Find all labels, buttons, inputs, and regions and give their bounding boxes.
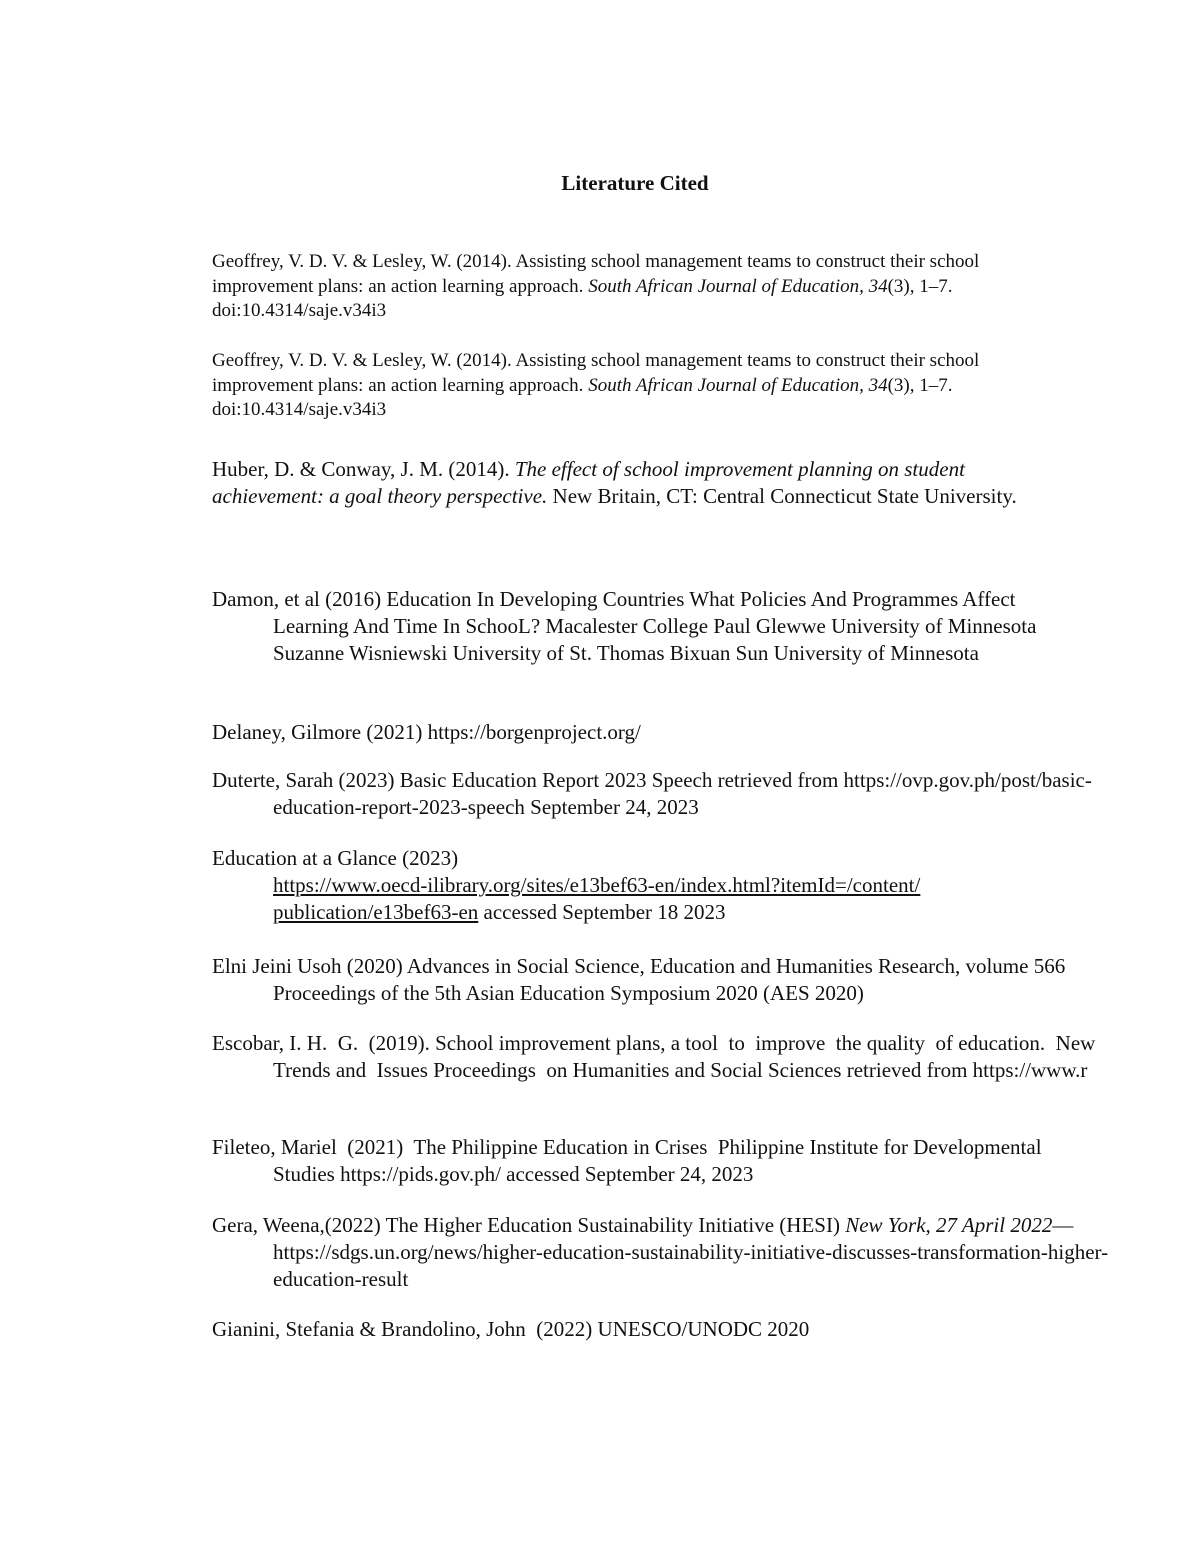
reference-text: Education at a Glance (2023) <box>212 846 459 870</box>
reference-text: Geoffrey, V. D. V. & Lesley, W. (2014). Assisting school management teams to construct their school improvement plans: an action learning approach. <box>212 251 980 297</box>
reference-text: —https://sdgs.un.org/news/higher-education-sustainability-initiative-discusses-transformation-higher-education-result <box>273 1213 1109 1291</box>
reference-text: (3), 1–7. doi:10.4314/saje.v34i3 <box>212 374 953 420</box>
reference-education-at-a-glance <box>212 845 1123 926</box>
reference-geoffrey-2 <box>212 349 1042 423</box>
reference-escobar: Escobar, I. H. G. (2019). School improvement plans, a tool to improve the quality of education. New Trends and Issues Proceedings on Humanities and Social Sciences retrieved from https://www.r <box>212 1031 1101 1082</box>
reference-text: accessed September 18 2023 <box>478 900 726 924</box>
reference-geoffrey-1 <box>212 250 1042 324</box>
reference-text: Gera, Weena,(2022) The Higher Education Sustainability Initiative (HESI) <box>212 1213 846 1237</box>
reference-damon: Damon, et al (2016) Education In Developing Countries What Policies And Programmes Affect Learning And Time In SchooL? Macalester College Paul Glewwe University of Minnesota Suzanne Wisniewski University of St. Thomas Bixuan Sun University of Minnesota <box>212 587 1037 665</box>
reference-text: Huber, D. & Conway, J. M. (2014). <box>212 457 515 481</box>
reference-usoh: Elni Jeini Usoh (2020) Advances in Social Science, Education and Humanities Research, volume 566 Proceedings of the 5th Asian Education Symposium 2020 (AES 2020) <box>212 954 1066 1005</box>
reference-gera <box>212 1212 1123 1293</box>
reference-fileteo: Fileteo, Mariel (2021) The Philippine Education in Crises Philippine Institute for Developmental Studies https://pids.gov.ph/ accessed September 24, 2023 <box>212 1135 1047 1186</box>
journal-title: South African Journal of Education, 34 <box>588 275 888 297</box>
reference-huber <box>212 456 1042 510</box>
reference-gianini: Gianini, Stefania & Brandolino, John (2022) UNESCO/UNODC 2020 <box>212 1317 810 1341</box>
reference-duterte: Duterte, Sarah (2023) Basic Education Report 2023 Speech retrieved from https://ovp.gov.ph/post/basic-education-report-2023-speech September 24, 2023 <box>212 768 1092 819</box>
oecd-link[interactable]: https://www.oecd-ilibrary.org/sites/e13bef63-en/index.html?itemId=/content/ publication/e13bef63-en <box>273 873 921 924</box>
reference-text: New Britain, CT: Central Connecticut State University. <box>547 484 1017 508</box>
work-title: The effect of school improvement planning on student achievement: a goal theory perspective. <box>212 457 965 508</box>
reference-delaney: Delaney, Gilmore (2021) https://borgenproject.org/ <box>212 720 641 744</box>
page-title: Literature Cited <box>561 171 709 195</box>
reference-text: (3), 1–7. doi:10.4314/saje.v34i3 <box>212 275 953 321</box>
journal-title: South African Journal of Education, 34 <box>588 374 888 396</box>
event-location-date: New York, 27 April 2022 <box>845 1213 1053 1237</box>
reference-text: Geoffrey, V. D. V. & Lesley, W. (2014). Assisting school management teams to construct their school improvement plans: an action learning approach. <box>212 350 980 396</box>
